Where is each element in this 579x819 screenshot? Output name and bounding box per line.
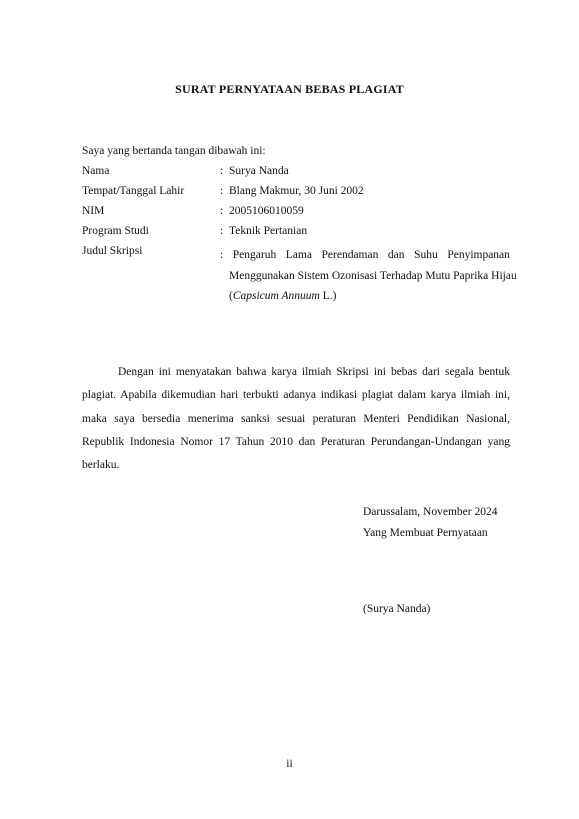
- signature-name: (Surya Nanda): [363, 603, 431, 615]
- field-value-nim: 2005106010059: [229, 205, 304, 217]
- document-title: SURAT PERNYATAAN BEBAS PLAGIAT: [175, 82, 404, 96]
- thesis-species-name: Capsicum Annuum: [232, 290, 320, 302]
- field-colon: :: [220, 185, 224, 197]
- signature-place-date: Darussalam, November 2024: [363, 506, 498, 518]
- field-label-thesis: Judul Skripsi: [82, 245, 143, 257]
- signature-role: Yang Membuat Pernyataan: [363, 527, 488, 539]
- thesis-word: Lama: [285, 249, 312, 261]
- page-number: ii: [286, 758, 293, 770]
- statement-text: Dengan ini menyatakan bahwa karya ilmiah Skripsi ini bebas dari segala bentuk plagiat. Apabila dikemudian hari terbukti adanya indikasi plagiat dalam karya ilmiah ini, maka saya bersedia menerima sanksi sesuai peraturan Menteri Pendidikan Nasional, Republik Indonesia Nomor 17 Tahun 2010 dan Peraturan Perundangan-Undangan yang berlaku.: [82, 366, 510, 472]
- field-label-nim: NIM: [82, 205, 105, 217]
- thesis-title-line-2: Menggunakan Sistem Ozonisasi Terhadap Mutu Paprika Hijau: [229, 269, 517, 282]
- field-colon: :: [220, 205, 224, 217]
- field-label-name: Nama: [82, 165, 110, 177]
- field-value-name: Surya Nanda: [229, 165, 289, 177]
- thesis-word: Pengaruh: [232, 249, 277, 261]
- thesis-word: dan: [387, 249, 405, 261]
- thesis-paren-close: L.): [319, 290, 337, 302]
- field-colon: :: [220, 165, 224, 177]
- field-label-program: Program Studi: [82, 225, 149, 237]
- thesis-title-line-3: [220, 286, 510, 307]
- field-value-thesis: [220, 245, 517, 307]
- field-label-birth: Tempat/Tanggal Lahir: [82, 185, 185, 197]
- statement-paragraph: [82, 361, 510, 477]
- thesis-paren-open: (: [229, 290, 233, 302]
- field-value-program: Teknik Pertanian: [229, 225, 308, 237]
- thesis-word: Perendaman: [321, 249, 379, 261]
- intro-text: Saya yang bertanda tangan dibawah ini:: [82, 145, 266, 157]
- thesis-title-line-1: [220, 245, 510, 266]
- thesis-word: :: [220, 249, 224, 261]
- field-value-birth: Blang Makmur, 30 Juni 2002: [229, 185, 364, 197]
- thesis-word: Penyimpanan: [447, 249, 510, 261]
- field-colon: :: [220, 225, 224, 237]
- thesis-word: Suhu: [414, 249, 438, 261]
